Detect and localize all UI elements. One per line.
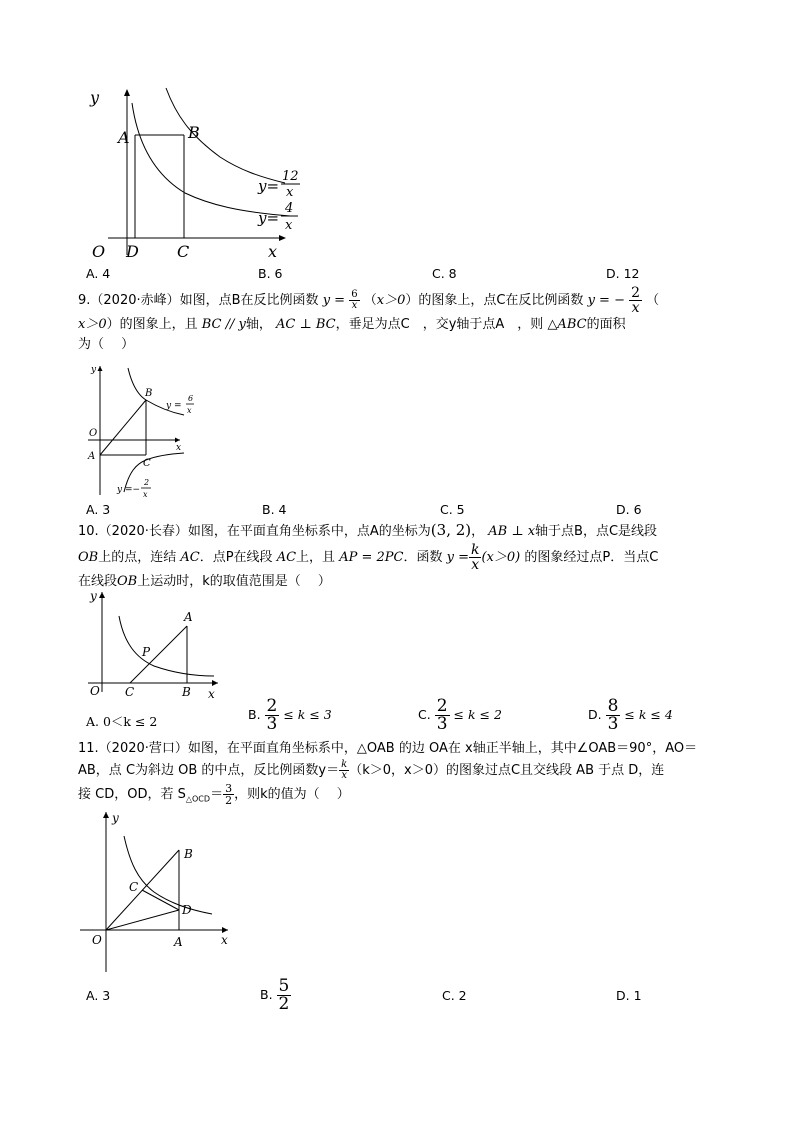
q10-figure bbox=[84, 588, 234, 700]
q9-figure bbox=[84, 360, 204, 500]
q10-option-b[interactable]: B. $\frac{2}{3}$ ≤ k ≤ 3 bbox=[248, 696, 332, 734]
q9-point-b: B bbox=[145, 388, 153, 399]
q9-curve1-den: x bbox=[187, 406, 192, 415]
q10-option-d[interactable]: D. $\frac{8}{3}$ ≤ k ≤ 4 bbox=[588, 696, 673, 734]
q9-option-d[interactable]: D. 6 bbox=[616, 502, 642, 517]
q9-option-a[interactable]: A. 3 bbox=[86, 502, 111, 517]
q9-curve1-lhs: y = bbox=[166, 401, 182, 411]
q9-curve2-num: 2 bbox=[144, 478, 150, 487]
q9-curve2-den: x bbox=[143, 490, 148, 499]
q9-curve1-num: 6 bbox=[188, 394, 194, 403]
q9-line1: 9.（2020·赤峰）如图，点B在反比例函数 y = $\frac{6}{x}$ （x＞0）的图象上，点C在反比例函数 y = − $\frac{2}{x}$ （ bbox=[78, 285, 660, 316]
curve1-num: 12 bbox=[282, 169, 299, 184]
q9-origin: O bbox=[89, 428, 98, 439]
q11-point-b: B bbox=[184, 847, 193, 861]
curve1-lhs: y= bbox=[258, 177, 280, 195]
q10-point-a: A bbox=[184, 610, 193, 624]
q10-option-a[interactable]: A. 0＜k ≤ 2 bbox=[86, 714, 158, 729]
q8-option-a[interactable]: A. 4 bbox=[86, 266, 111, 281]
q9-line3: 为（ ） bbox=[78, 337, 135, 352]
q9-curve2-lhs: y =− bbox=[117, 485, 141, 495]
q11-option-b[interactable]: B. $\frac{5}{2}$ bbox=[260, 976, 290, 1014]
q9-option-b[interactable]: B. 4 bbox=[262, 502, 287, 517]
q10-point-b: B bbox=[182, 685, 191, 699]
x-axis-label: x bbox=[268, 242, 278, 261]
q9-option-c[interactable]: C. 5 bbox=[440, 502, 465, 517]
point-b-label: B bbox=[188, 123, 200, 142]
q11-line2: AB，点 C为斜边 OB 的中点，反比例函数y＝ $\frac{k}{x}$ （k＞0，x＞0）的图象过点C且交线段 AB 于点 D，连 bbox=[78, 759, 665, 781]
q10-x-label: x bbox=[208, 687, 215, 700]
q8-option-d[interactable]: D. 12 bbox=[606, 266, 640, 281]
q11-option-c[interactable]: C. 2 bbox=[442, 988, 467, 1003]
q11-option-a[interactable]: A. 3 bbox=[86, 988, 111, 1003]
q9-line2: x＞0）的图象上，且 BC // y轴， AC ⊥ BC，垂足为点C ，交y轴于点A ，则 △ABC的面积 bbox=[78, 317, 626, 332]
curve2-num: 4 bbox=[285, 201, 294, 216]
q11-point-c: C bbox=[129, 880, 139, 894]
point-d-label: D bbox=[126, 242, 139, 261]
q10-line1: 10.（2020·长春）如图，在平面直角坐标系中，点A的坐标为(3, 2)， AB ⊥ x轴于点B，点C是线段 bbox=[78, 521, 658, 539]
origin-label: O bbox=[92, 242, 106, 261]
q9-y-label: y bbox=[91, 365, 97, 375]
q9-point-c: C bbox=[143, 458, 151, 469]
q11-origin: O bbox=[92, 933, 102, 947]
q10-line2: OB上的点，连结 AC．点P在线段 AC上，且 AP = 2PC．函数 y = $\frac{k}{x}$ (x＞0) 的图象经过点P．当点C bbox=[78, 542, 659, 573]
q11-point-a: A bbox=[174, 935, 183, 949]
q11-x-label: x bbox=[221, 933, 228, 947]
q11-figure bbox=[76, 808, 236, 978]
q10-line3: 在线段OB上运动时，k的取值范围是（ ） bbox=[78, 574, 331, 589]
curve2-lhs: y= bbox=[258, 209, 280, 227]
q10-point-c: C bbox=[125, 685, 135, 699]
q11-line3: 接 CD，OD，若 $S_{\triangle OCD}=$ $\frac{3}{2}$ ，则k的值为（ ） bbox=[78, 782, 350, 807]
point-c-label: C bbox=[177, 242, 190, 261]
q9-frac-6-over-x: y = bbox=[322, 293, 346, 308]
q11-option-d[interactable]: D. 1 bbox=[616, 988, 642, 1003]
y-axis-label: y bbox=[90, 88, 100, 107]
q10-origin: O bbox=[90, 684, 100, 698]
q8-option-b[interactable]: B. 6 bbox=[258, 266, 283, 281]
q9-point-a: A bbox=[88, 451, 96, 462]
q11-line1: 11.（2020·营口）如图，在平面直角坐标系中，△OAB 的边 OA在 x轴正半轴上，其中∠OAB＝90°，AO＝ bbox=[78, 741, 698, 756]
curve1-den: x bbox=[286, 185, 294, 200]
q11-point-d: D bbox=[182, 903, 192, 917]
q10-option-c[interactable]: C. $\frac{2}{3}$ ≤ k ≤ 2 bbox=[418, 696, 502, 734]
q11-y-label: y bbox=[112, 811, 119, 825]
q10-y-label: y bbox=[90, 589, 97, 603]
point-a-label: A bbox=[118, 128, 130, 147]
q8-figure bbox=[80, 85, 320, 265]
curve2-den: x bbox=[285, 218, 293, 233]
curve-4-over-x bbox=[132, 103, 290, 216]
q9-x-label: x bbox=[176, 443, 182, 453]
q10-point-p: P bbox=[142, 645, 151, 659]
q8-option-c[interactable]: C. 8 bbox=[432, 266, 457, 281]
